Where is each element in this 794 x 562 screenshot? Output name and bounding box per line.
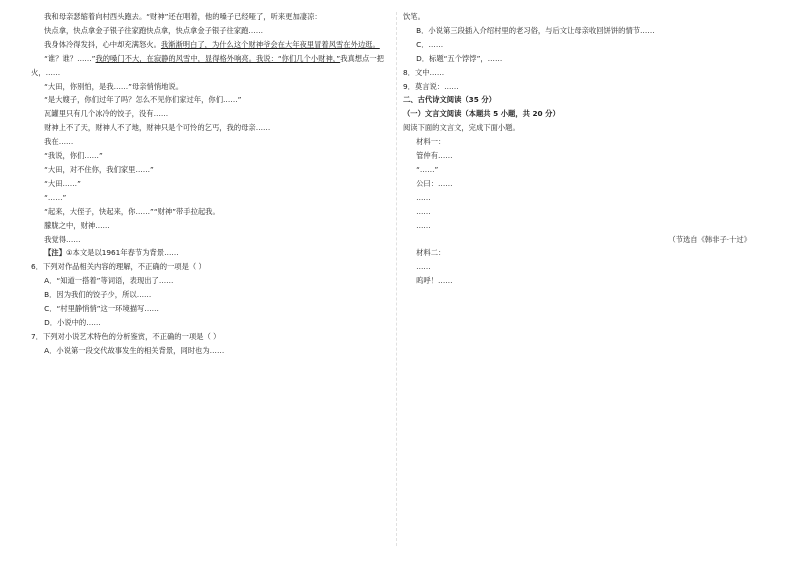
paragraph: 我在…… bbox=[44, 137, 74, 147]
right-column bbox=[403, 10, 759, 550]
option: B．因为我们的饺子少，所以…… bbox=[44, 290, 152, 300]
question-9: 9．莫言说：…… bbox=[403, 81, 459, 91]
paragraph: “我说，你们……” bbox=[44, 151, 103, 161]
material-label: 材料二： bbox=[416, 248, 446, 258]
question-7: 7．下列对小说艺术特色的分析鉴赏，不正确的一项是（ ） bbox=[31, 331, 221, 341]
text: 我身体冷得发抖，心中却充满怒火。 bbox=[44, 39, 161, 49]
paragraph: 饮笔。 bbox=[403, 12, 425, 21]
note bbox=[31, 246, 387, 260]
section-intro: 阅读下面的文言文，完成下面小题。 bbox=[403, 123, 520, 133]
underlined-text: 我的嗓门不大，在寂静的风雪中，显得格外响亮。我说：“你们几个小财神，” bbox=[95, 53, 341, 63]
paragraph: 公曰：…… bbox=[416, 178, 453, 188]
paragraph: 我觉得…… bbox=[44, 234, 81, 244]
paragraph: …… bbox=[416, 262, 431, 272]
paragraph bbox=[31, 38, 387, 52]
source-citation: （节选自《韩非子·十过》 bbox=[668, 234, 751, 244]
option: D．标题“五个饽饽”，…… bbox=[416, 53, 503, 63]
paragraph: 我和母亲瑟缩着向村西头跑去。“财神”还在唱着，他的嗓子已经哑了，听来更加凄凉： bbox=[44, 12, 322, 21]
text: 我真想点一把火，…… bbox=[31, 53, 384, 77]
note-text: ①本文是以1961年春节为背景…… bbox=[66, 248, 179, 258]
option: C．“村里静悄悄”这一环境描写…… bbox=[44, 304, 159, 314]
paragraph: “大田，对不住你，我们家里……” bbox=[44, 164, 154, 174]
text: “谁？谁？……” bbox=[44, 53, 96, 63]
option: A．小说第一段交代故事发生的相关背景，同时也为…… bbox=[44, 345, 225, 355]
option: C．…… bbox=[416, 39, 444, 49]
paragraph: “……” bbox=[44, 192, 67, 202]
underlined-text: 我渐渐明白了，为什么这个财神爷会在大年夜里冒着风雪在外边逛。 bbox=[160, 39, 380, 49]
paragraph: 快点拿，快点拿金子银子往家跑快点拿，快点拿金子银子往家跑…… bbox=[44, 25, 264, 35]
paragraph: 瓦罐里只有几个冰冷的饺子，没有…… bbox=[44, 109, 169, 119]
section-subtitle: （一）文言文阅读（本题共 5 小题，共 20 分） bbox=[403, 109, 560, 119]
note-label: 【注】 bbox=[44, 248, 67, 258]
left-column bbox=[31, 10, 387, 550]
option: B．小说第三段插入介绍村里的老习俗，与后文让母亲收回饼饼的情节…… bbox=[416, 25, 655, 35]
column-divider bbox=[396, 12, 397, 546]
material-label: 材料一： bbox=[416, 137, 446, 147]
paragraph: “大田……” bbox=[44, 178, 81, 188]
paragraph: “是大嫂子，你们过年了吗？怎么不见你们家过年，你们……” bbox=[44, 95, 242, 105]
question-8: 8．文中…… bbox=[403, 67, 445, 77]
paragraph: …… bbox=[416, 206, 431, 216]
paragraph: 朦胧之中，财神…… bbox=[44, 220, 110, 230]
option: D．小说中的…… bbox=[44, 317, 101, 327]
paragraph: “起来，大侄子，快起来，你……”“财神”带手拉起我。 bbox=[44, 206, 220, 216]
option: A．“知道一搭着”等词语，表现出了…… bbox=[44, 276, 174, 286]
question-6: 6．下列对作品相关内容的理解，不正确的一项是（ ） bbox=[31, 262, 206, 272]
section-title: 二、古代诗文阅读（35 分） bbox=[403, 95, 496, 105]
paragraph bbox=[31, 52, 387, 80]
paragraph: 管仲有…… bbox=[416, 151, 453, 161]
paragraph: 财神上不了天，财神人不了地，财神只是个可怜的乞丐，我的母亲…… bbox=[44, 123, 271, 133]
paragraph: “……” bbox=[416, 164, 439, 174]
paragraph: …… bbox=[416, 220, 431, 230]
paragraph: “大田，你别怕，是我……”母亲悄悄地说。 bbox=[44, 81, 184, 91]
paragraph: …… bbox=[416, 192, 431, 202]
paragraph: 呜呼！…… bbox=[416, 276, 453, 286]
